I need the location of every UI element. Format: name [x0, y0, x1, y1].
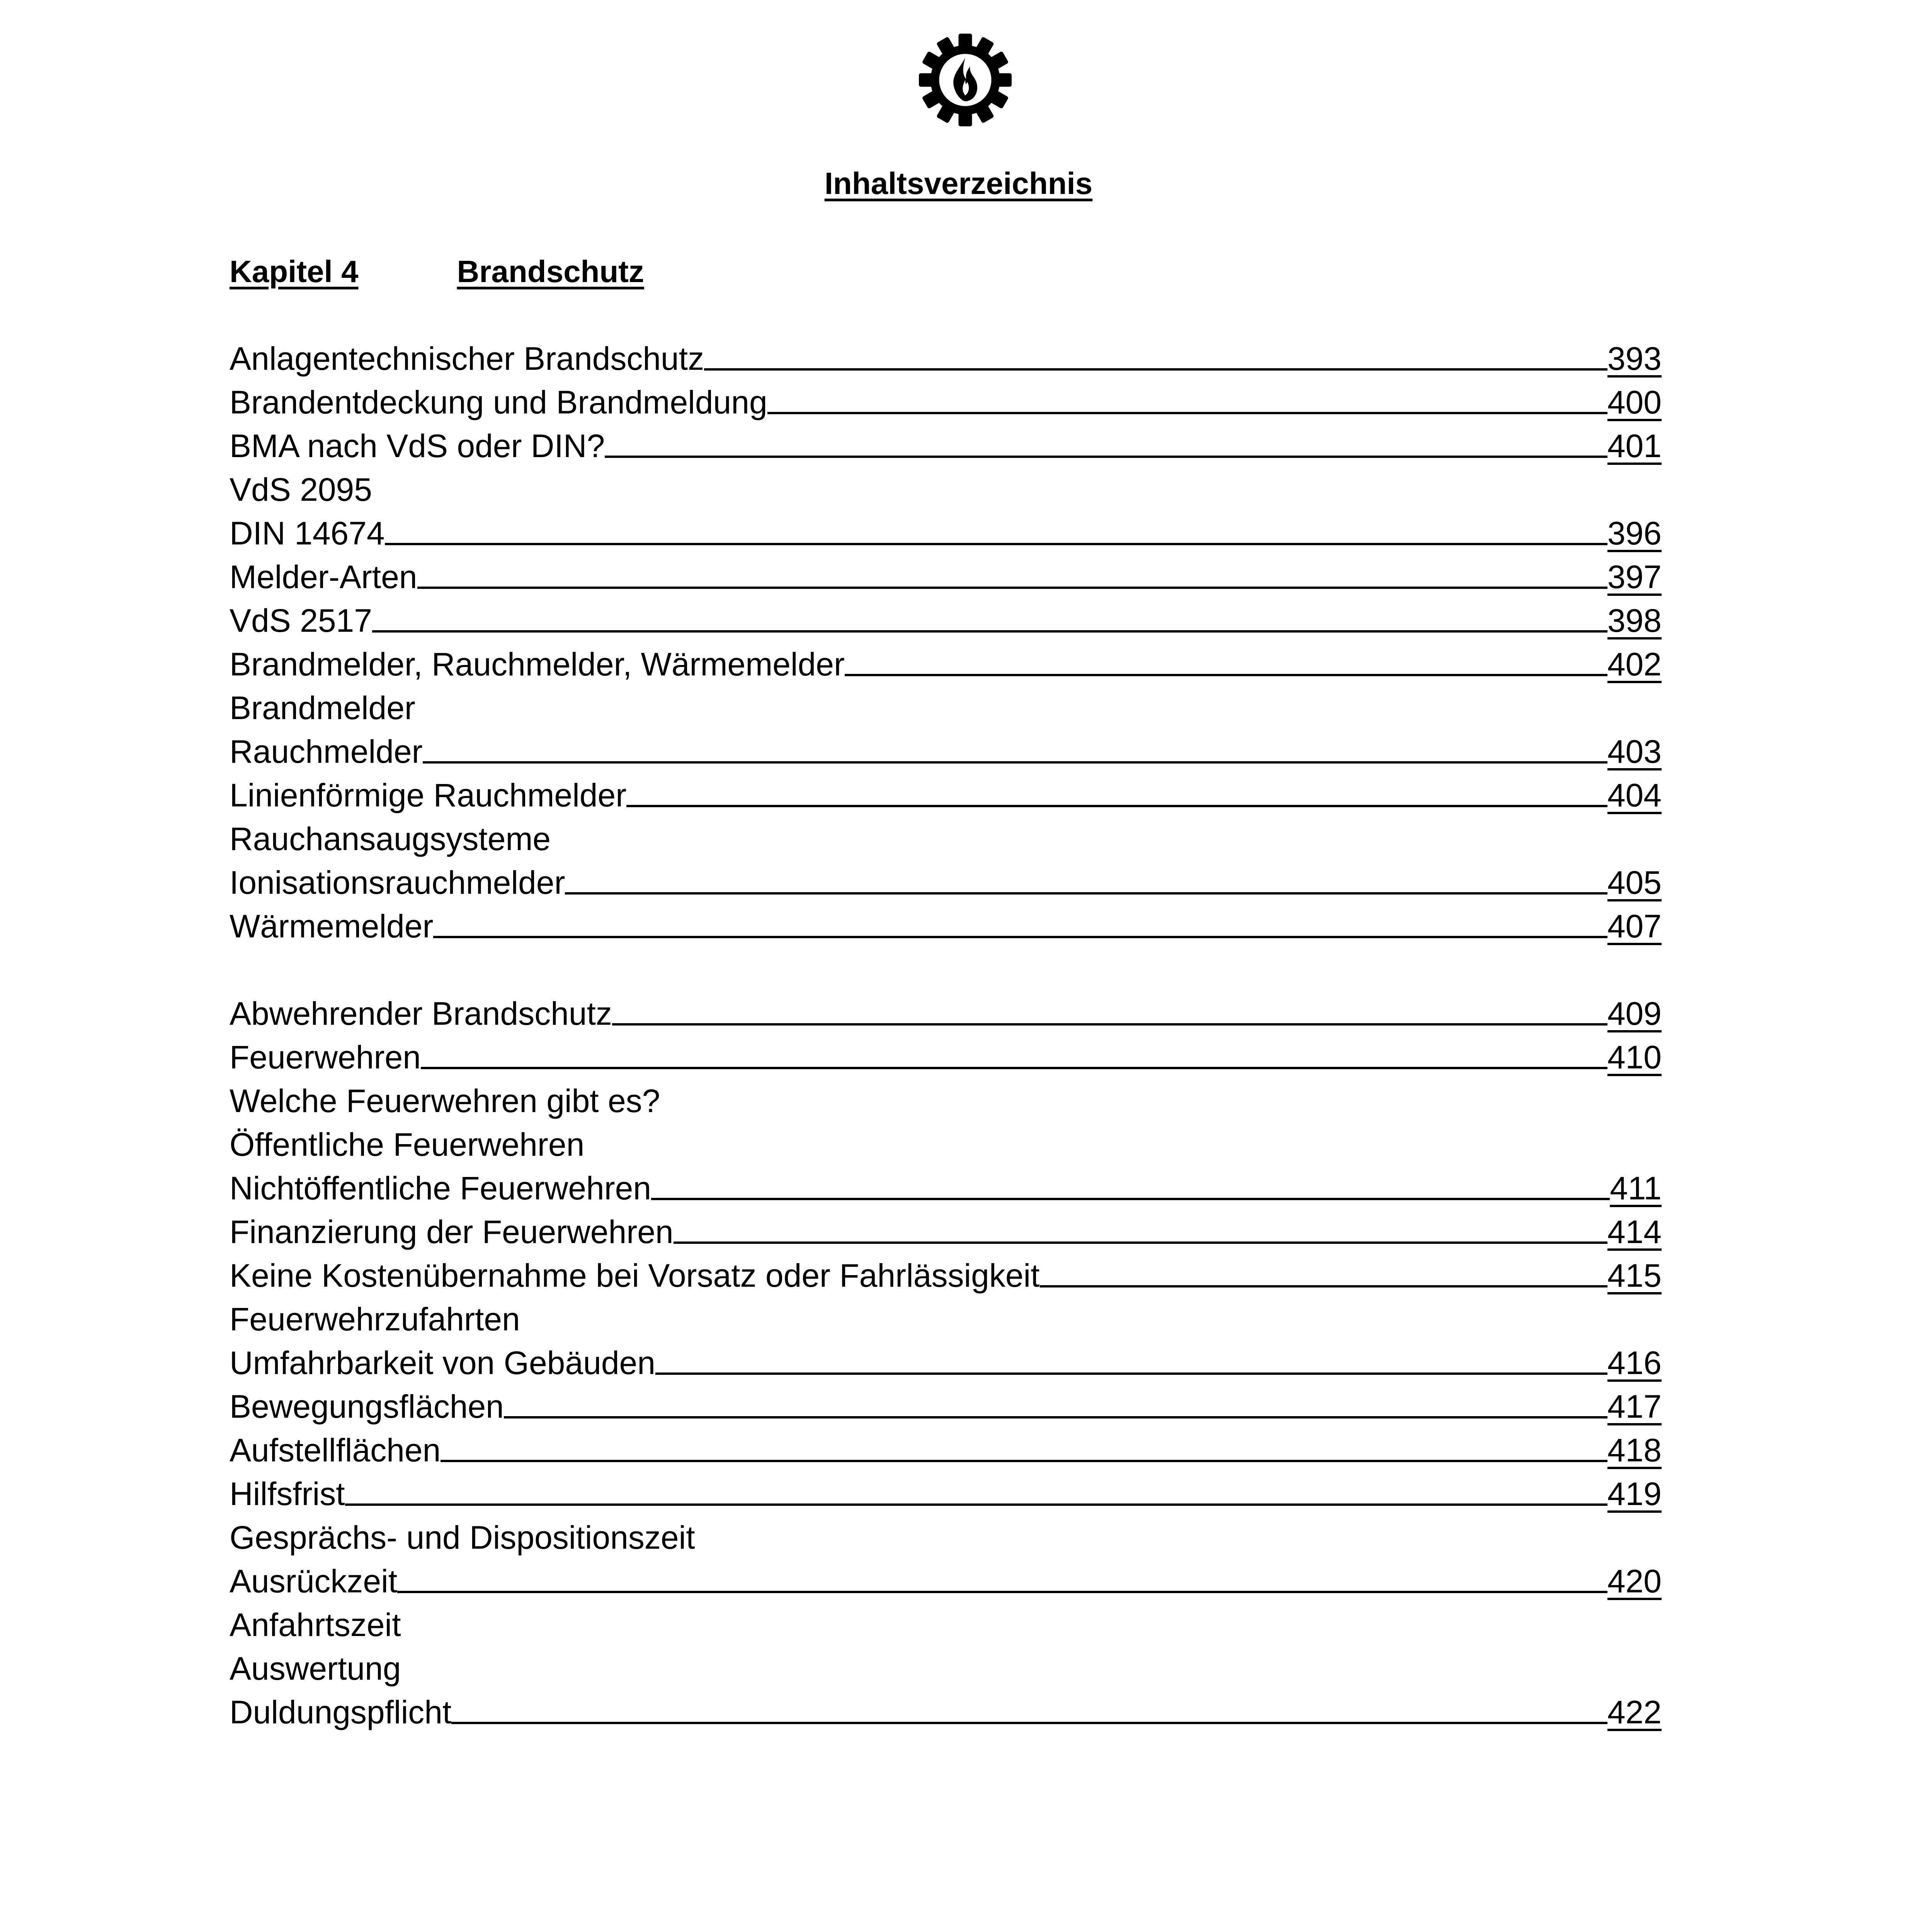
toc-entry — [230, 992, 1662, 1036]
toc-page-number: 416 — [1607, 1345, 1662, 1381]
toc-leader-line — [565, 892, 1607, 895]
toc-leader-line — [1040, 1285, 1607, 1287]
toc-leader-line — [345, 1503, 1607, 1506]
toc-page-number: 417 — [1607, 1388, 1662, 1425]
toc-entry — [230, 1167, 1662, 1210]
toc-entry — [230, 555, 1662, 599]
toc-page-number: 405 — [1607, 864, 1662, 901]
toc-entry-title: Hilfsfrist — [230, 1476, 345, 1512]
toc-page-number: 420 — [1607, 1563, 1662, 1599]
toc-leader-line — [433, 936, 1607, 938]
toc-leader-line — [767, 412, 1607, 414]
toc-leader-line — [605, 456, 1607, 458]
toc-entry — [230, 686, 1662, 730]
toc-entry — [230, 861, 1662, 905]
toc-entry — [230, 468, 1662, 512]
toc-entry-title: Brandentdeckung und Brandmeldung — [230, 384, 767, 420]
toc-entry-title: Wärmemelder — [230, 908, 434, 944]
toc-entry — [230, 905, 1662, 948]
toc-entry — [230, 1647, 1662, 1690]
toc-leader-line — [397, 1591, 1607, 1593]
toc-leader-line — [612, 1023, 1607, 1026]
toc-entry — [230, 337, 1662, 381]
toc-entry — [230, 1560, 1662, 1603]
toc-entry — [230, 1690, 1662, 1734]
toc-entry-title: BMA nach VdS oder DIN? — [230, 428, 605, 464]
toc-page-number: 393 — [1607, 340, 1662, 377]
toc-page-number: 396 — [1607, 515, 1662, 551]
toc-entry — [230, 730, 1662, 774]
toc-entry — [230, 599, 1662, 643]
toc-page-number: 415 — [1607, 1257, 1662, 1294]
page-title-text: Inhaltsverzeichnis — [824, 166, 1093, 201]
toc-leader-line — [651, 1198, 1610, 1200]
toc-entry — [230, 1603, 1662, 1647]
table-of-contents — [230, 337, 1662, 1734]
toc-entry-title: Rauchansaugsysteme — [230, 821, 551, 857]
toc-entry-title: VdS 2517 — [230, 602, 372, 639]
toc-leader-line — [372, 630, 1607, 633]
toc-entry — [230, 774, 1662, 817]
toc-leader-line — [674, 1242, 1607, 1244]
toc-entry-title: Feuerwehrzufahrten — [230, 1301, 520, 1337]
toc-entry — [230, 1298, 1662, 1341]
toc-entry-title: Duldungspflicht — [230, 1694, 452, 1730]
toc-entry-title: Ausrückzeit — [230, 1563, 398, 1599]
toc-leader-line — [845, 674, 1607, 676]
toc-page-number: 409 — [1607, 995, 1662, 1032]
toc-entry — [230, 1036, 1662, 1079]
toc-entry — [230, 1079, 1662, 1123]
toc-leader-line — [451, 1722, 1607, 1724]
toc-leader-line — [626, 805, 1607, 807]
toc-entry-title: Gesprächs- und Dispositionszeit — [230, 1519, 695, 1556]
toc-page-number: 404 — [1607, 777, 1662, 813]
toc-page-number: 402 — [1607, 646, 1662, 682]
toc-page-number: 414 — [1607, 1214, 1662, 1250]
chapter-name: Brandschutz — [457, 254, 644, 289]
toc-page-number: 398 — [1607, 602, 1662, 639]
toc-leader-line — [385, 543, 1607, 545]
toc-entry — [230, 512, 1662, 555]
toc-entry — [230, 1210, 1662, 1254]
toc-page-number: 403 — [1607, 733, 1662, 770]
toc-entry-title: Brandmelder — [230, 690, 415, 726]
toc-leader-line — [441, 1460, 1607, 1462]
toc-page-number: 397 — [1607, 559, 1662, 595]
toc-entry — [230, 1341, 1662, 1385]
toc-entry — [230, 1254, 1662, 1298]
toc-entry-title: Melder-Arten — [230, 559, 417, 595]
toc-leader-line — [423, 761, 1607, 764]
toc-entry — [230, 1385, 1662, 1429]
toc-entry — [230, 1516, 1662, 1560]
toc-entry-title: Ionisationsrauchmelder — [230, 864, 565, 901]
toc-entry-title: DIN 14674 — [230, 515, 385, 551]
toc-entry-title: Auswertung — [230, 1650, 401, 1687]
chapter-heading — [230, 250, 644, 293]
toc-entry-title: Abwehrender Brandschutz — [230, 995, 612, 1032]
toc-entry-title: Finanzierung der Feuerwehren — [230, 1214, 674, 1250]
toc-page-number: 418 — [1607, 1432, 1662, 1468]
toc-entry-title: Rauchmelder — [230, 733, 423, 770]
toc-group — [230, 992, 1662, 1734]
toc-entry-title: Aufstellflächen — [230, 1432, 441, 1468]
toc-entry-title: Keine Kostenübernahme bei Vorsatz oder Fahrlässigkeit — [230, 1257, 1040, 1294]
toc-page-number: 422 — [1607, 1694, 1662, 1730]
toc-leader-line — [704, 368, 1607, 371]
toc-leader-line — [655, 1372, 1607, 1375]
toc-entry-title: Linienförmige Rauchmelder — [230, 777, 627, 813]
toc-entry-title: Anfahrtszeit — [230, 1607, 401, 1643]
toc-page-number: 411 — [1610, 1170, 1662, 1206]
toc-entry-title: Umfahrbarkeit von Gebäuden — [230, 1345, 655, 1381]
toc-entry-title: Feuerwehren — [230, 1039, 421, 1075]
toc-entry — [230, 381, 1662, 424]
toc-entry-title: Welche Feuerwehren gibt es? — [230, 1083, 660, 1119]
toc-entry-title: Brandmelder, Rauchmelder, Wärmemelder — [230, 646, 845, 682]
toc-group — [230, 337, 1662, 948]
toc-page-number: 407 — [1607, 908, 1662, 944]
toc-entry — [230, 1123, 1662, 1167]
toc-entry — [230, 1429, 1662, 1472]
toc-entry-title: Nichtöffentliche Feuerwehren — [230, 1170, 651, 1206]
chapter-label: Kapitel 4 — [230, 254, 359, 289]
toc-page-number: 410 — [1607, 1039, 1662, 1075]
toc-entry — [230, 1472, 1662, 1516]
toc-entry — [230, 643, 1662, 686]
toc-leader-line — [504, 1416, 1607, 1418]
toc-page-number: 419 — [1607, 1476, 1662, 1512]
toc-entry-title: Anlagentechnischer Brandschutz — [230, 340, 704, 377]
toc-entry — [230, 817, 1662, 861]
gear-flame-icon — [917, 32, 1014, 128]
toc-page-number: 400 — [1607, 384, 1662, 420]
toc-page-number: 401 — [1607, 428, 1662, 464]
toc-entry-title: Öffentliche Feuerwehren — [230, 1126, 585, 1163]
toc-leader-line — [421, 1067, 1607, 1069]
toc-entry-title: VdS 2095 — [230, 471, 372, 508]
toc-leader-line — [417, 587, 1607, 589]
toc-entry — [230, 424, 1662, 468]
toc-entry-title: Bewegungsflächen — [230, 1388, 504, 1425]
page-title — [0, 162, 1917, 205]
